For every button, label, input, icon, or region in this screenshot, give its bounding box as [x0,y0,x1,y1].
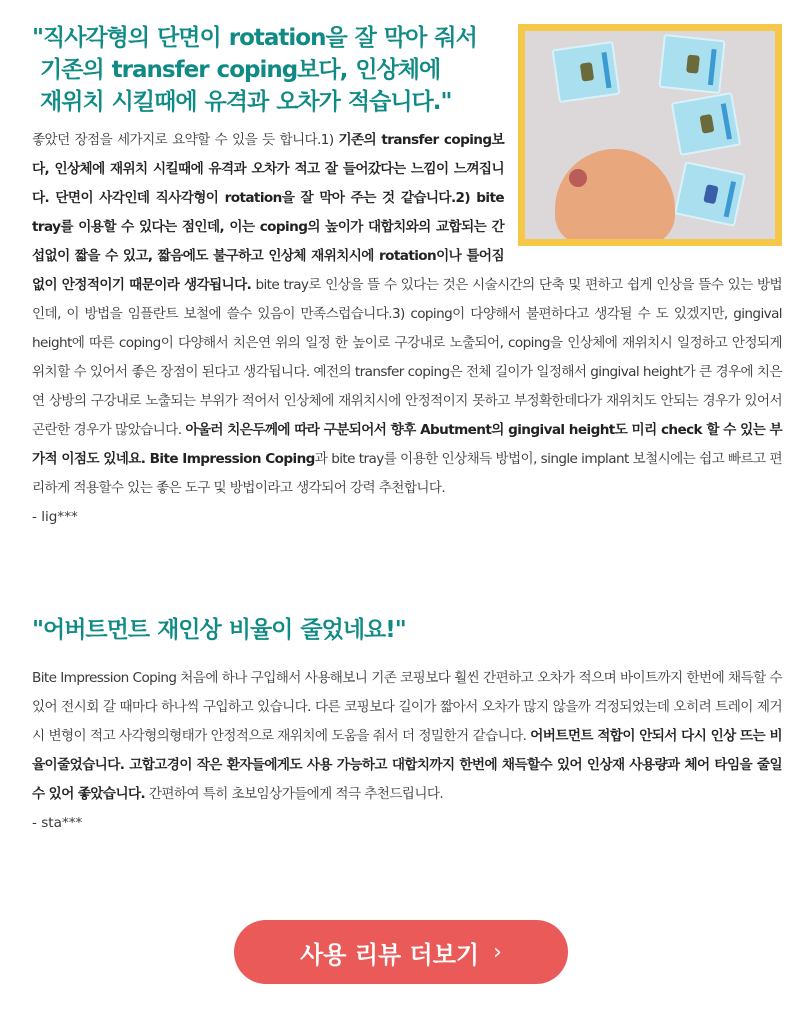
more-reviews-button[interactable] [234,920,568,984]
product-photo [525,31,775,239]
coping-pack-2 [658,34,725,94]
review-1-title: "직사각형의 단면이 rotation을 잘 막아 줘서 기존의 transfer coping보다, 인상체에 재위치 시킬때에 유격과 오차가 적습니다." [32,25,477,115]
chevron-right-icon: › [493,939,502,965]
review-2-title: "어버트먼트 재인상 비율이 줄었네요!" [32,617,406,643]
product-photo-frame [518,24,782,246]
review-2 [32,614,782,837]
coping-pack-4 [674,161,746,227]
dental-model [555,149,675,239]
review-2-body: Bite Impression Coping 처음에 하나 구입해서 사용해보니 기존 코핑보다 훨씬 간편하고 오차가 적으며 바이트까지 한번에 채득할 수 있어 전시회 갈 때마다 하나씩 구입하고 있습니다. 다른 코핑보다 길이가 짧아서 오차가 많지 않을까 걱정되었는데 오히려 트레이 제거시 변형이 적고 사각형의형태가 안정적으로 재위치에 도움을 줘서 더 정밀한거 같습니다. 어버트먼트 적합이 안되서 다시 인상 뜨는 비율이줄었습니다. 고합고경이 작은 환자들에게도 사용 가능하고 대합치까지 한번에 채득할수 있어 인상재 사용량과 체어 타임을 줄일수 있어 좋았습니다. 간편하여 특히 초보임상가들에게 적극 추천드립니다. [32,670,782,802]
review-1 [32,22,782,531]
more-reviews-label: 사용 리뷰 더보기 [300,940,480,969]
review-1-author: - lig*** [32,509,78,525]
coping-pack-3 [671,92,741,156]
review-2-author: - sta*** [32,815,83,831]
review-1-body: 좋았던 장점을 세가지로 요약할 수 있을 듯 합니다.1) 기존의 transfer coping보다, 인상체에 재위치 시킬때에 유격과 오차가 적고 잘 들어갔다는 느낌이 느껴집니다. 단면이 사각인데 직사각형이 rotation을 잘 막아 주는 것 같습니다.2) bite tray를 이용할 수 있다는 점인데, 이는 coping의 높이가 대합치와의 교합되는 간섭없이 짧을 수 있고, 짧음에도 불구하고 인상체 재위치시에 rotation이나 틀어짐없이 안정적이기 때문이라 생각됩니다. bite tray로 인상을 뜰 수 있다는 것은 시술시간의 단축 및 편하고 쉽게 인상을 뜰수 있는 방법인데, 이 방법을 임플란트 보철에 쓸수 있음이 만족스럽습니다.3) coping이 다양해서 불편하다고 생각될 수 도 있겠지만, gingival height에 따른 coping이 다양해서 치은연 위의 일정 한 높이로 구강내로 노출되어, coping을 인상체에 재위치시 일정하고 안정되게 위치할 수 있어서 좋은 장점이 된다고 생각됩니다. 예전의 transfer coping은 전체 길이가 일정해서 gingival height가 큰 경우에 치은연 상방의 구강내로 노출되는 부위가 적어서 인상체에 재위치시에 안정적이지 못하고 부정확한데다가 재위치도 안되는 경우가 있어서 곤란한 경우가 많았습니다. 아울러 치은두께에 따라 구분되어서 향후 Abutment의 gingival height도 미리 check 할 수 있는 부가적 이점도 있네요. Bite Impression Coping과 bite tray를 이용한 인상채득 방법이, single implant 보철시에는 쉽고 빠르고 편리하게 적용할수 있는 좋은 도구 및 방법이라고 생각되어 강력 추천합니다. [32,132,783,496]
coping-pack-1 [552,41,621,103]
